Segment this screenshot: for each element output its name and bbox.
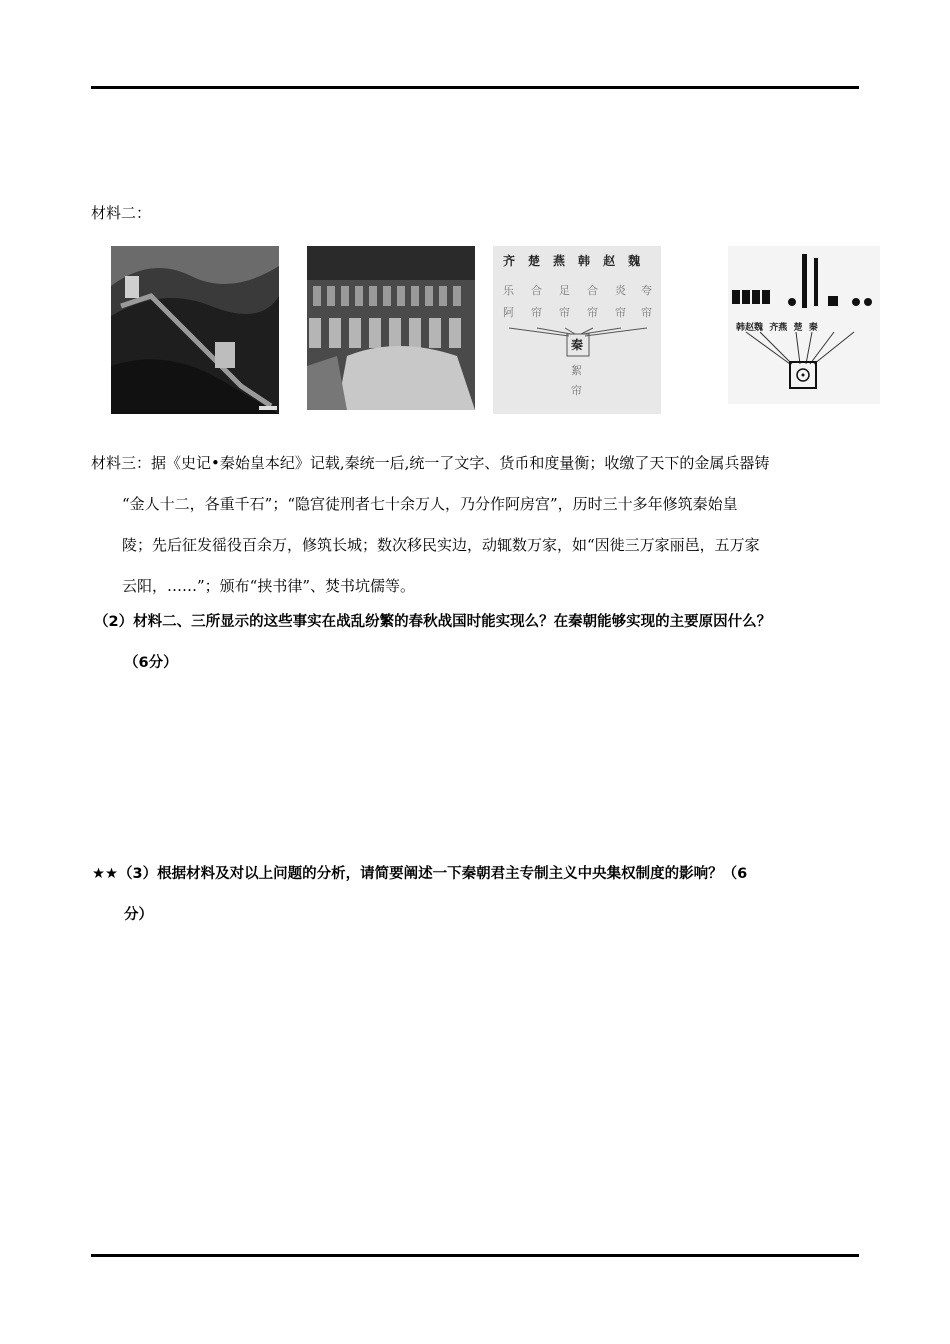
svg-text:帘: 帘 [615,306,626,319]
material3-line-4: 云阳，……”；颁布“挟书律”、焚书坑儒等。 [122,577,416,595]
material3-line-3: 陵；先后征发徭役百余万，修筑长城；数次移民实边，动辄数万家，如“因徙三万家丽邑，五万家 [122,536,760,554]
state-han: 韩 [578,254,604,268]
svg-text:阿: 阿 [503,306,514,319]
question3-line-2: 分） [124,907,153,923]
svg-text:絮: 絮 [571,364,582,377]
terracotta-army-photo [307,246,475,410]
svg-text:帘: 帘 [559,306,570,319]
state-zhao: 赵 [603,254,629,268]
svg-text:帘: 帘 [531,306,542,319]
currency-unification-diagram [728,246,880,404]
currency-state-labels: 韩赵魏 齐燕 楚 秦 [736,323,818,333]
state-qi: 齐 [503,254,529,268]
material3-line-1: 材料三：据《史记•秦始皇本纪》记载,秦统一后,统一了文字、货币和度量衡；收缴了天下的金属兵器铸 [91,454,770,472]
state-wei: 魏 [628,254,654,268]
svg-text:炎: 炎 [615,284,626,297]
header-rule [91,86,859,89]
material3-line-2: “金人十二，各重千石”；“隐宫徒刑者七十余万人，乃分作阿房宫”，历时三十多年修筑秦始皇 [122,495,738,513]
question3-line-1: ★★（3）根据材料及对以上问题的分析，请简要阐述一下秦朝君主专制主义中央集权制度的影响？（6 [92,866,748,882]
svg-text:合: 合 [587,284,598,297]
svg-text:帘: 帘 [641,306,652,319]
script-unification-diagram [493,246,661,414]
svg-text:夸: 夸 [641,284,652,297]
question2-line-2: （6分） [124,655,178,671]
svg-text:帘: 帘 [587,306,598,319]
question2-line-1: （2）材料二、三所显示的这些事实在战乱纷繁的春秋战国时能实现么？在秦朝能够实现的主要原因什么？ [94,614,772,630]
svg-text:合: 合 [531,284,542,297]
svg-text:乐: 乐 [503,284,514,297]
state-yan: 燕 [553,254,579,268]
svg-text:帘: 帘 [571,384,582,397]
state-qin: 秦 [571,338,584,352]
svg-text:足: 足 [559,284,570,297]
footer-rule [91,1254,859,1257]
material2-label: 材料二： [91,204,152,222]
great-wall-photo [111,246,279,414]
state-chu: 楚 [528,254,554,268]
